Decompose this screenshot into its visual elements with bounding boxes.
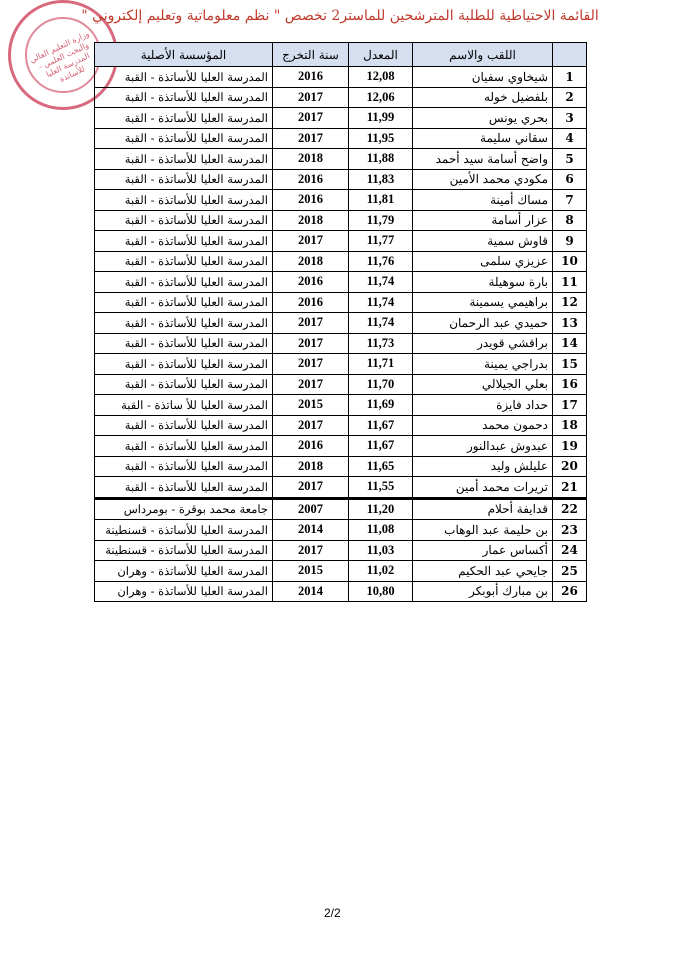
row-average: 11,77 [349,231,413,252]
row-number: 22 [553,498,587,520]
row-average: 11,95 [349,128,413,149]
table-row [95,333,587,354]
table-row [95,581,587,602]
row-year: 2016 [273,190,349,211]
table-row [95,540,587,561]
row-name: بعلي الجيلالي [413,374,553,395]
row-number: 10 [553,251,587,272]
row-average: 11,83 [349,169,413,190]
row-name: بارة سوهيلة [413,272,553,293]
row-institution: المدرسة العليا للأساتذة - القبة [95,108,273,129]
row-year: 2018 [273,149,349,170]
row-institution: المدرسة العليا للأ ساتذة - القبة [95,395,273,416]
row-name: عزيزي سلمى [413,251,553,272]
row-average: 11,67 [349,415,413,436]
row-name: حداد فايزة [413,395,553,416]
row-year: 2018 [273,210,349,231]
row-institution: المدرسة العليا للأساتذة - وهران [95,581,273,602]
row-year: 2016 [273,272,349,293]
row-number: 14 [553,333,587,354]
row-number: 8 [553,210,587,231]
row-number: 2 [553,87,587,108]
row-name: تريرات محمد أمين [413,477,553,499]
row-number: 7 [553,190,587,211]
table-row [95,149,587,170]
table-row [95,87,587,108]
row-number: 12 [553,292,587,313]
row-number: 17 [553,395,587,416]
row-average: 11,03 [349,540,413,561]
row-name: مساك أمينة [413,190,553,211]
row-average: 11,88 [349,149,413,170]
table-row [95,128,587,149]
row-average: 12,08 [349,67,413,88]
row-number: 25 [553,561,587,582]
row-average: 11,74 [349,313,413,334]
row-year: 2016 [273,436,349,457]
row-name: قاوش سمية [413,231,553,252]
table-row [95,498,587,520]
row-year: 2018 [273,456,349,477]
row-average: 11,70 [349,374,413,395]
row-number: 9 [553,231,587,252]
page-title: القائمة الاحتياطية للطلبة المترشحين للماستر2 تخصص " نظم معلوماتية وتعليم إلكتروني " [81,8,599,24]
row-average: 11,79 [349,210,413,231]
row-institution: المدرسة العليا للأساتذة - القبة [95,87,273,108]
row-year: 2017 [273,128,349,149]
row-institution: المدرسة العليا للأساتذة - القبة [95,456,273,477]
row-institution: المدرسة العليا للأساتذة - القبة [95,292,273,313]
row-institution: المدرسة العليا للأساتذة - القبة [95,190,273,211]
table-row [95,520,587,541]
table-row [95,272,587,293]
table-row [95,354,587,375]
row-name: جايحي عبد الحكيم [413,561,553,582]
row-average: 11,69 [349,395,413,416]
table-row [95,190,587,211]
row-number: 18 [553,415,587,436]
row-average: 11,08 [349,520,413,541]
header-graduation-year: سنة التخرج [273,43,349,67]
row-institution: المدرسة العليا للأساتذة - القبة [95,374,273,395]
row-year: 2014 [273,520,349,541]
row-year: 2017 [273,108,349,129]
stamp-text: وزارة التعليم العالي والبحث العلمي - المدرسة العليا للأساتذة [28,29,92,84]
page-number: 2/2 [324,906,341,920]
row-number: 24 [553,540,587,561]
row-year: 2015 [273,561,349,582]
row-average: 11,74 [349,272,413,293]
row-year: 2017 [273,540,349,561]
row-number: 21 [553,477,587,499]
row-average: 11,02 [349,561,413,582]
row-average: 10,80 [349,581,413,602]
table-row [95,395,587,416]
row-institution: المدرسة العليا للأساتذة - القبة [95,231,273,252]
row-average: 11,71 [349,354,413,375]
header-name: اللقب والاسم [413,43,553,67]
row-year: 2017 [273,231,349,252]
row-name: عزار أسامة [413,210,553,231]
row-average: 11,99 [349,108,413,129]
row-institution: المدرسة العليا للأساتذة - قسنطينة [95,520,273,541]
table-row [95,231,587,252]
row-number: 6 [553,169,587,190]
table-row [95,477,587,499]
row-number: 5 [553,149,587,170]
row-name: بحري يونس [413,108,553,129]
row-institution: المدرسة العليا للأساتذة - القبة [95,477,273,499]
row-name: بلفضيل خوله [413,87,553,108]
table-row [95,108,587,129]
table-row [95,436,587,457]
row-year: 2017 [273,313,349,334]
header-average: المعدل [349,43,413,67]
row-institution: المدرسة العليا للأساتذة - القبة [95,354,273,375]
header-num [553,43,587,67]
row-average: 11,20 [349,498,413,520]
table-row [95,374,587,395]
table-row [95,456,587,477]
row-year: 2017 [273,477,349,499]
row-name: بن مبارك أبوبكر [413,581,553,602]
row-name: دحمون محمد [413,415,553,436]
row-year: 2015 [273,395,349,416]
row-number: 26 [553,581,587,602]
row-average: 11,81 [349,190,413,211]
table-row [95,67,587,88]
row-institution: المدرسة العليا للأساتذة - القبة [95,251,273,272]
row-number: 20 [553,456,587,477]
row-average: 11,74 [349,292,413,313]
row-institution: المدرسة العليا للأساتذة - قسنطينة [95,540,273,561]
row-number: 19 [553,436,587,457]
row-name: واضح أسامة سيد أحمد [413,149,553,170]
table-row [95,169,587,190]
row-institution: المدرسة العليا للأساتذة - القبة [95,210,273,231]
header-institution: المؤسسة الأصلية [95,43,273,67]
row-institution: جامعة محمد بوقرة - بومرداس [95,498,273,520]
row-name: بن حليمة عبد الوهاب [413,520,553,541]
row-name: شيخاوي سفيان [413,67,553,88]
row-institution: المدرسة العليا للأساتذة - القبة [95,169,273,190]
table-row [95,561,587,582]
table-row [95,292,587,313]
row-name: سقاني سليمة [413,128,553,149]
row-name: أكساس عمار [413,540,553,561]
row-name: قدايفة أحلام [413,498,553,520]
row-institution: المدرسة العليا للأساتذة - القبة [95,313,273,334]
row-number: 11 [553,272,587,293]
row-institution: المدرسة العليا للأساتذة - القبة [95,67,273,88]
row-average: 11,55 [349,477,413,499]
row-year: 2017 [273,354,349,375]
row-year: 2017 [273,374,349,395]
row-year: 2017 [273,87,349,108]
row-number: 1 [553,67,587,88]
row-name: براقشي قويدر [413,333,553,354]
row-name: عبدوش عبدالنور [413,436,553,457]
row-year: 2016 [273,67,349,88]
row-year: 2016 [273,169,349,190]
row-average: 11,73 [349,333,413,354]
row-number: 3 [553,108,587,129]
row-number: 15 [553,354,587,375]
candidates-table [94,42,587,602]
row-year: 2017 [273,333,349,354]
row-year: 2014 [273,581,349,602]
row-institution: المدرسة العليا للأساتذة - القبة [95,128,273,149]
row-number: 16 [553,374,587,395]
row-name: عليلش وليد [413,456,553,477]
table-row [95,210,587,231]
row-year: 2016 [273,292,349,313]
row-average: 12,06 [349,87,413,108]
row-number: 13 [553,313,587,334]
row-year: 2007 [273,498,349,520]
row-institution: المدرسة العليا للأساتذة - القبة [95,272,273,293]
row-institution: المدرسة العليا للأساتذة - القبة [95,149,273,170]
row-number: 4 [553,128,587,149]
row-average: 11,76 [349,251,413,272]
row-name: بدراجي يمينة [413,354,553,375]
table-header-row [95,43,587,67]
row-name: حميدي عبد الرحمان [413,313,553,334]
row-year: 2017 [273,415,349,436]
row-institution: المدرسة العليا للأساتذة - وهران [95,561,273,582]
row-name: براهيمي يسمينة [413,292,553,313]
row-institution: المدرسة العليا للأساتذة - القبة [95,333,273,354]
row-average: 11,65 [349,456,413,477]
row-institution: المدرسة العليا للأساتذة - القبة [95,415,273,436]
table-row [95,415,587,436]
row-year: 2018 [273,251,349,272]
table-row [95,313,587,334]
table-row [95,251,587,272]
row-average: 11,67 [349,436,413,457]
row-name: مكودي محمد الأمين [413,169,553,190]
row-number: 23 [553,520,587,541]
row-institution: المدرسة العليا للأساتذة - القبة [95,436,273,457]
